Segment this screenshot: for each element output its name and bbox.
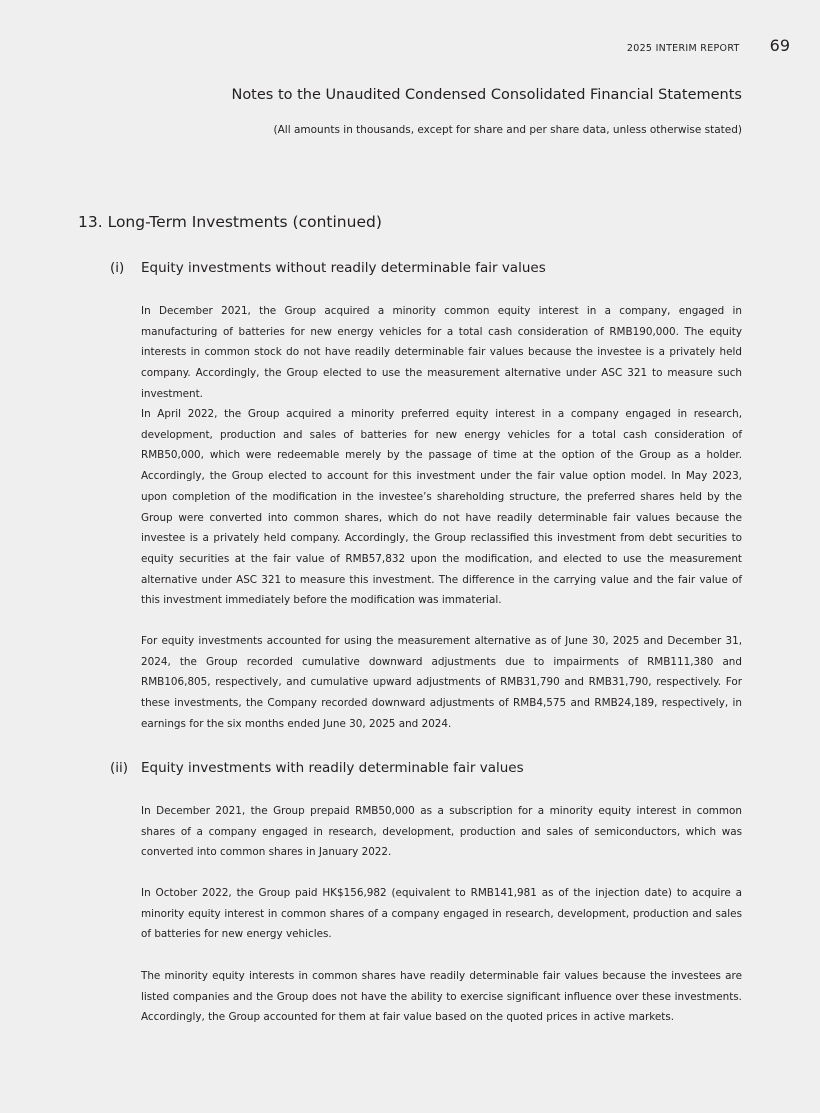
subsection-i-title: Equity investments without readily determinable fair values	[141, 260, 546, 276]
subsection-i-heading	[110, 260, 546, 276]
subsection-ii-title: Equity investments with readily determinable fair values	[141, 760, 524, 776]
paragraph-ii-2: In October 2022, the Group paid HK$156,982 (equivalent to RMB141,981 as of the injection date) to acquire a minority equity interest in common shares of a company engaged in research, development, production and sales of batteries for new energy vehicles.	[141, 887, 742, 941]
paragraph-i-2: In April 2022, the Group acquired a minority preferred equity interest in a company engaged in research, development, production and sales of batteries for new energy vehicles for a total cash consideration of RMB50,000, which were redeemable merely by the passage of time at the option of the Group as a holder. Accordingly, the Group elected to account for this investment under the fair value option model. In May 2023, upon completion of the modification in the investee’s shareholding structure, the preferred shares held by the Group were converted into common shares, which do not have readily determinable fair values because the investee is a privately held company. Accordingly, the Group reclassified this investment from debt securities to equity securities at the fair value of RMB57,832 upon the modification, and elected to use the measurement alternative under ASC 321 to measure this investment. The difference in the carrying value and the fair value of this investment immediately before the modification was immaterial.	[141, 408, 742, 607]
page-number: 69	[769, 36, 790, 55]
paragraph-ii-1: In December 2021, the Group prepaid RMB50,000 as a subscription for a minority equity interest in common shares of a company engaged in research, development, production and sales of semiconductors, which was converted into common shares in January 2022.	[141, 805, 742, 859]
subsection-i-marker: (i)	[110, 260, 125, 276]
section-heading: 13. Long-Term Investments (continued)	[78, 213, 382, 231]
subsection-ii-heading	[110, 760, 524, 776]
report-label: 2025 INTERIM REPORT	[626, 43, 740, 54]
paragraph-ii-3: The minority equity interests in common shares have readily determinable fair values because the investees are listed companies and the Group does not have the ability to exercise significant influence over these investments. Accordingly, the Group accounted for them at fair value based on the quoted prices in active markets.	[141, 970, 742, 1024]
paragraph-i-1: In December 2021, the Group acquired a minority common equity interest in a company, engaged in manufacturing of batteries for new energy vehicles for a total cash consideration of RMB190,000. The equity interests in common stock do not have readily determinable fair values because the investee is a privately held company. Accordingly, the Group elected to use the measurement alternative under ASC 321 to measure such investment.	[141, 305, 742, 400]
amounts-note: (All amounts in thousands, except for share and per share data, unless otherwise stated)	[273, 124, 742, 136]
page-header	[627, 36, 790, 55]
paragraph-i-3: For equity investments accounted for using the measurement alternative as of June 30, 2025 and December 31, 2024, the Group recorded cumulative downward adjustments due to impairments of RMB111,380 and RMB106,805, respectively, and cumulative upward adjustments of RMB31,790 and RMB31,790, respectively. For these investments, the Company recorded downward adjustments of RMB4,575 and RMB24,189, respectively, in earnings for the six months ended June 30, 2025 and 2024.	[141, 635, 742, 730]
subsection-ii-marker: (ii)	[110, 760, 129, 776]
notes-title: Notes to the Unaudited Condensed Consolidated Financial Statements	[231, 87, 742, 103]
